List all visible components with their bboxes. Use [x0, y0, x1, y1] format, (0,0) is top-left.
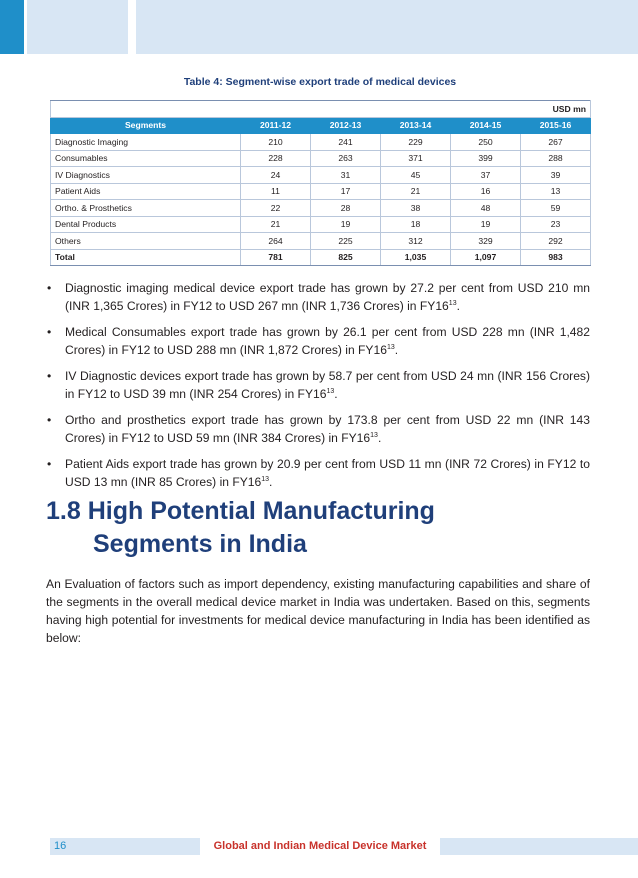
bullet-text: Ortho and prosthetics export trade has grown by 173.8 per cent from USD 22 mn (INR 143 Crores) in FY12 to USD 59 mn (INR 384 Crores) in FY16 [65, 413, 590, 445]
table-cell: 24 [241, 167, 311, 184]
table-cell: 241 [311, 134, 381, 151]
table-header-row [51, 117, 591, 134]
table-cell: 21 [241, 216, 311, 233]
table-cell: 17 [311, 183, 381, 200]
table-cell: 329 [451, 233, 521, 250]
segment-name: Consumables [51, 150, 241, 167]
table-cell: 312 [381, 233, 451, 250]
table-cell: 267 [521, 134, 591, 151]
segment-name: Others [51, 233, 241, 250]
growth-bullet-list [46, 280, 590, 500]
bullet-dot-icon: • [47, 281, 52, 295]
table-unit: USD mn [51, 101, 591, 118]
table-row [51, 216, 591, 233]
table-cell: 19 [311, 216, 381, 233]
table-header-cell: 2014-15 [451, 117, 521, 134]
bullet-text: Patient Aids export trade has grown by 20.9 per cent from USD 11 mn (INR 72 Crores) in FY12 to USD 13 mn (INR 85 Crores) in FY16 [65, 457, 590, 489]
section-title-line2: Segments in India [93, 530, 307, 558]
bullet-dot-icon: • [47, 457, 52, 471]
bullet-end: . [269, 474, 273, 489]
footnote-ref: 13 [261, 475, 270, 483]
bullet-end: . [456, 298, 460, 313]
table-cell: 19 [451, 216, 521, 233]
table-cell: 31 [311, 167, 381, 184]
footnote-ref: 13 [326, 387, 335, 395]
bullet-item [46, 412, 590, 447]
bullet-dot-icon: • [47, 413, 52, 427]
table-header-cell: 2015-16 [521, 117, 591, 134]
export-trade-table [50, 100, 591, 266]
table-cell: 371 [381, 150, 451, 167]
total-cell: 1,097 [451, 249, 521, 266]
bullet-text: Medical Consumables export trade has grown by 26.1 per cent from USD 228 mn (INR 1,482 Crores) in FY12 to USD 288 mn (INR 1,872 Crores) in FY16 [65, 325, 590, 357]
total-cell: 825 [311, 249, 381, 266]
footnote-ref: 13 [448, 299, 457, 307]
bullet-item [46, 456, 590, 491]
table-row [51, 134, 591, 151]
table-cell: 28 [311, 200, 381, 217]
bullet-text: Diagnostic imaging medical device export trade has grown by 27.2 per cent from USD 210 mn (INR 1,365 Crores) in FY12 to USD 267 mn (INR 1,736 Crores) in FY16 [65, 281, 590, 313]
footer-title: Global and Indian Medical Device Market [200, 838, 440, 855]
table-cell: 16 [451, 183, 521, 200]
table-cell: 288 [521, 150, 591, 167]
table-cell: 210 [241, 134, 311, 151]
bullet-end: . [377, 430, 382, 445]
bullet-end: . [334, 386, 338, 401]
table-row [51, 233, 591, 250]
segment-name: Ortho. & Prosthetics [51, 200, 241, 217]
table-header-cell: 2012-13 [311, 117, 381, 134]
table-row [51, 200, 591, 217]
table-cell: 21 [381, 183, 451, 200]
table-cell: 250 [451, 134, 521, 151]
table-header-cell: Segments [51, 117, 241, 134]
header-accent-bar [0, 0, 24, 54]
total-cell: 781 [241, 249, 311, 266]
table-cell: 23 [521, 216, 591, 233]
table-total-row [51, 249, 591, 266]
section-intro-paragraph: An Evaluation of factors such as import dependency, existing manufacturing capabilities and share of the segments in the overall medical device market in India was undertaken. Based on this, segments having high potential for investments for medical device manufacturing in India has been identified as below: [46, 577, 590, 645]
table-cell: 18 [381, 216, 451, 233]
table-cell: 48 [451, 200, 521, 217]
table-cell: 264 [241, 233, 311, 250]
segment-name: Diagnostic Imaging [51, 134, 241, 151]
section-number: 1.8 [46, 497, 81, 525]
table-row [51, 150, 591, 167]
bullet-dot-icon: • [47, 369, 52, 383]
table-cell: 263 [311, 150, 381, 167]
section-title-line1: High Potential Manufacturing [87, 497, 435, 525]
total-cell: 983 [521, 249, 591, 266]
table-cell: 22 [241, 200, 311, 217]
footnote-ref: 13 [370, 431, 378, 439]
table-cell: 59 [521, 200, 591, 217]
table-cell: 13 [521, 183, 591, 200]
header-band-right [136, 0, 638, 54]
table-row [51, 167, 591, 184]
bullet-item [46, 280, 590, 315]
bullet-dot-icon: • [47, 325, 52, 339]
total-cell: 1,035 [381, 249, 451, 266]
footnote-ref: 13 [386, 343, 395, 351]
page-number: 16 [54, 840, 67, 852]
table-cell: 38 [381, 200, 451, 217]
table-cell: 225 [311, 233, 381, 250]
table-cell: 229 [381, 134, 451, 151]
table-row [51, 183, 591, 200]
section-heading [46, 495, 606, 561]
bullet-text: IV Diagnostic devices export trade has grown by 58.7 per cent from USD 24 mn (INR 156 Crores) in FY12 to USD 39 mn (INR 254 Crores) in FY16 [65, 369, 590, 401]
bullet-item [46, 324, 590, 359]
table-cell: 399 [451, 150, 521, 167]
segment-name: IV Diagnostics [51, 167, 241, 184]
bullet-end: . [394, 342, 399, 357]
table-title: Table 4: Segment-wise export trade of medical devices [183, 76, 457, 88]
table-cell: 11 [241, 183, 311, 200]
table-header-cell: 2011-12 [241, 117, 311, 134]
table-cell: 228 [241, 150, 311, 167]
segment-name: Dental Products [51, 216, 241, 233]
table-cell: 39 [521, 167, 591, 184]
table-cell: 292 [521, 233, 591, 250]
bullet-item [46, 368, 590, 403]
segment-name: Patient Aids [51, 183, 241, 200]
header-band-left [27, 0, 128, 54]
table-cell: 37 [451, 167, 521, 184]
table-header-cell: 2013-14 [381, 117, 451, 134]
total-label: Total [51, 249, 241, 266]
table-unit-row [51, 101, 591, 118]
table-cell: 45 [381, 167, 451, 184]
